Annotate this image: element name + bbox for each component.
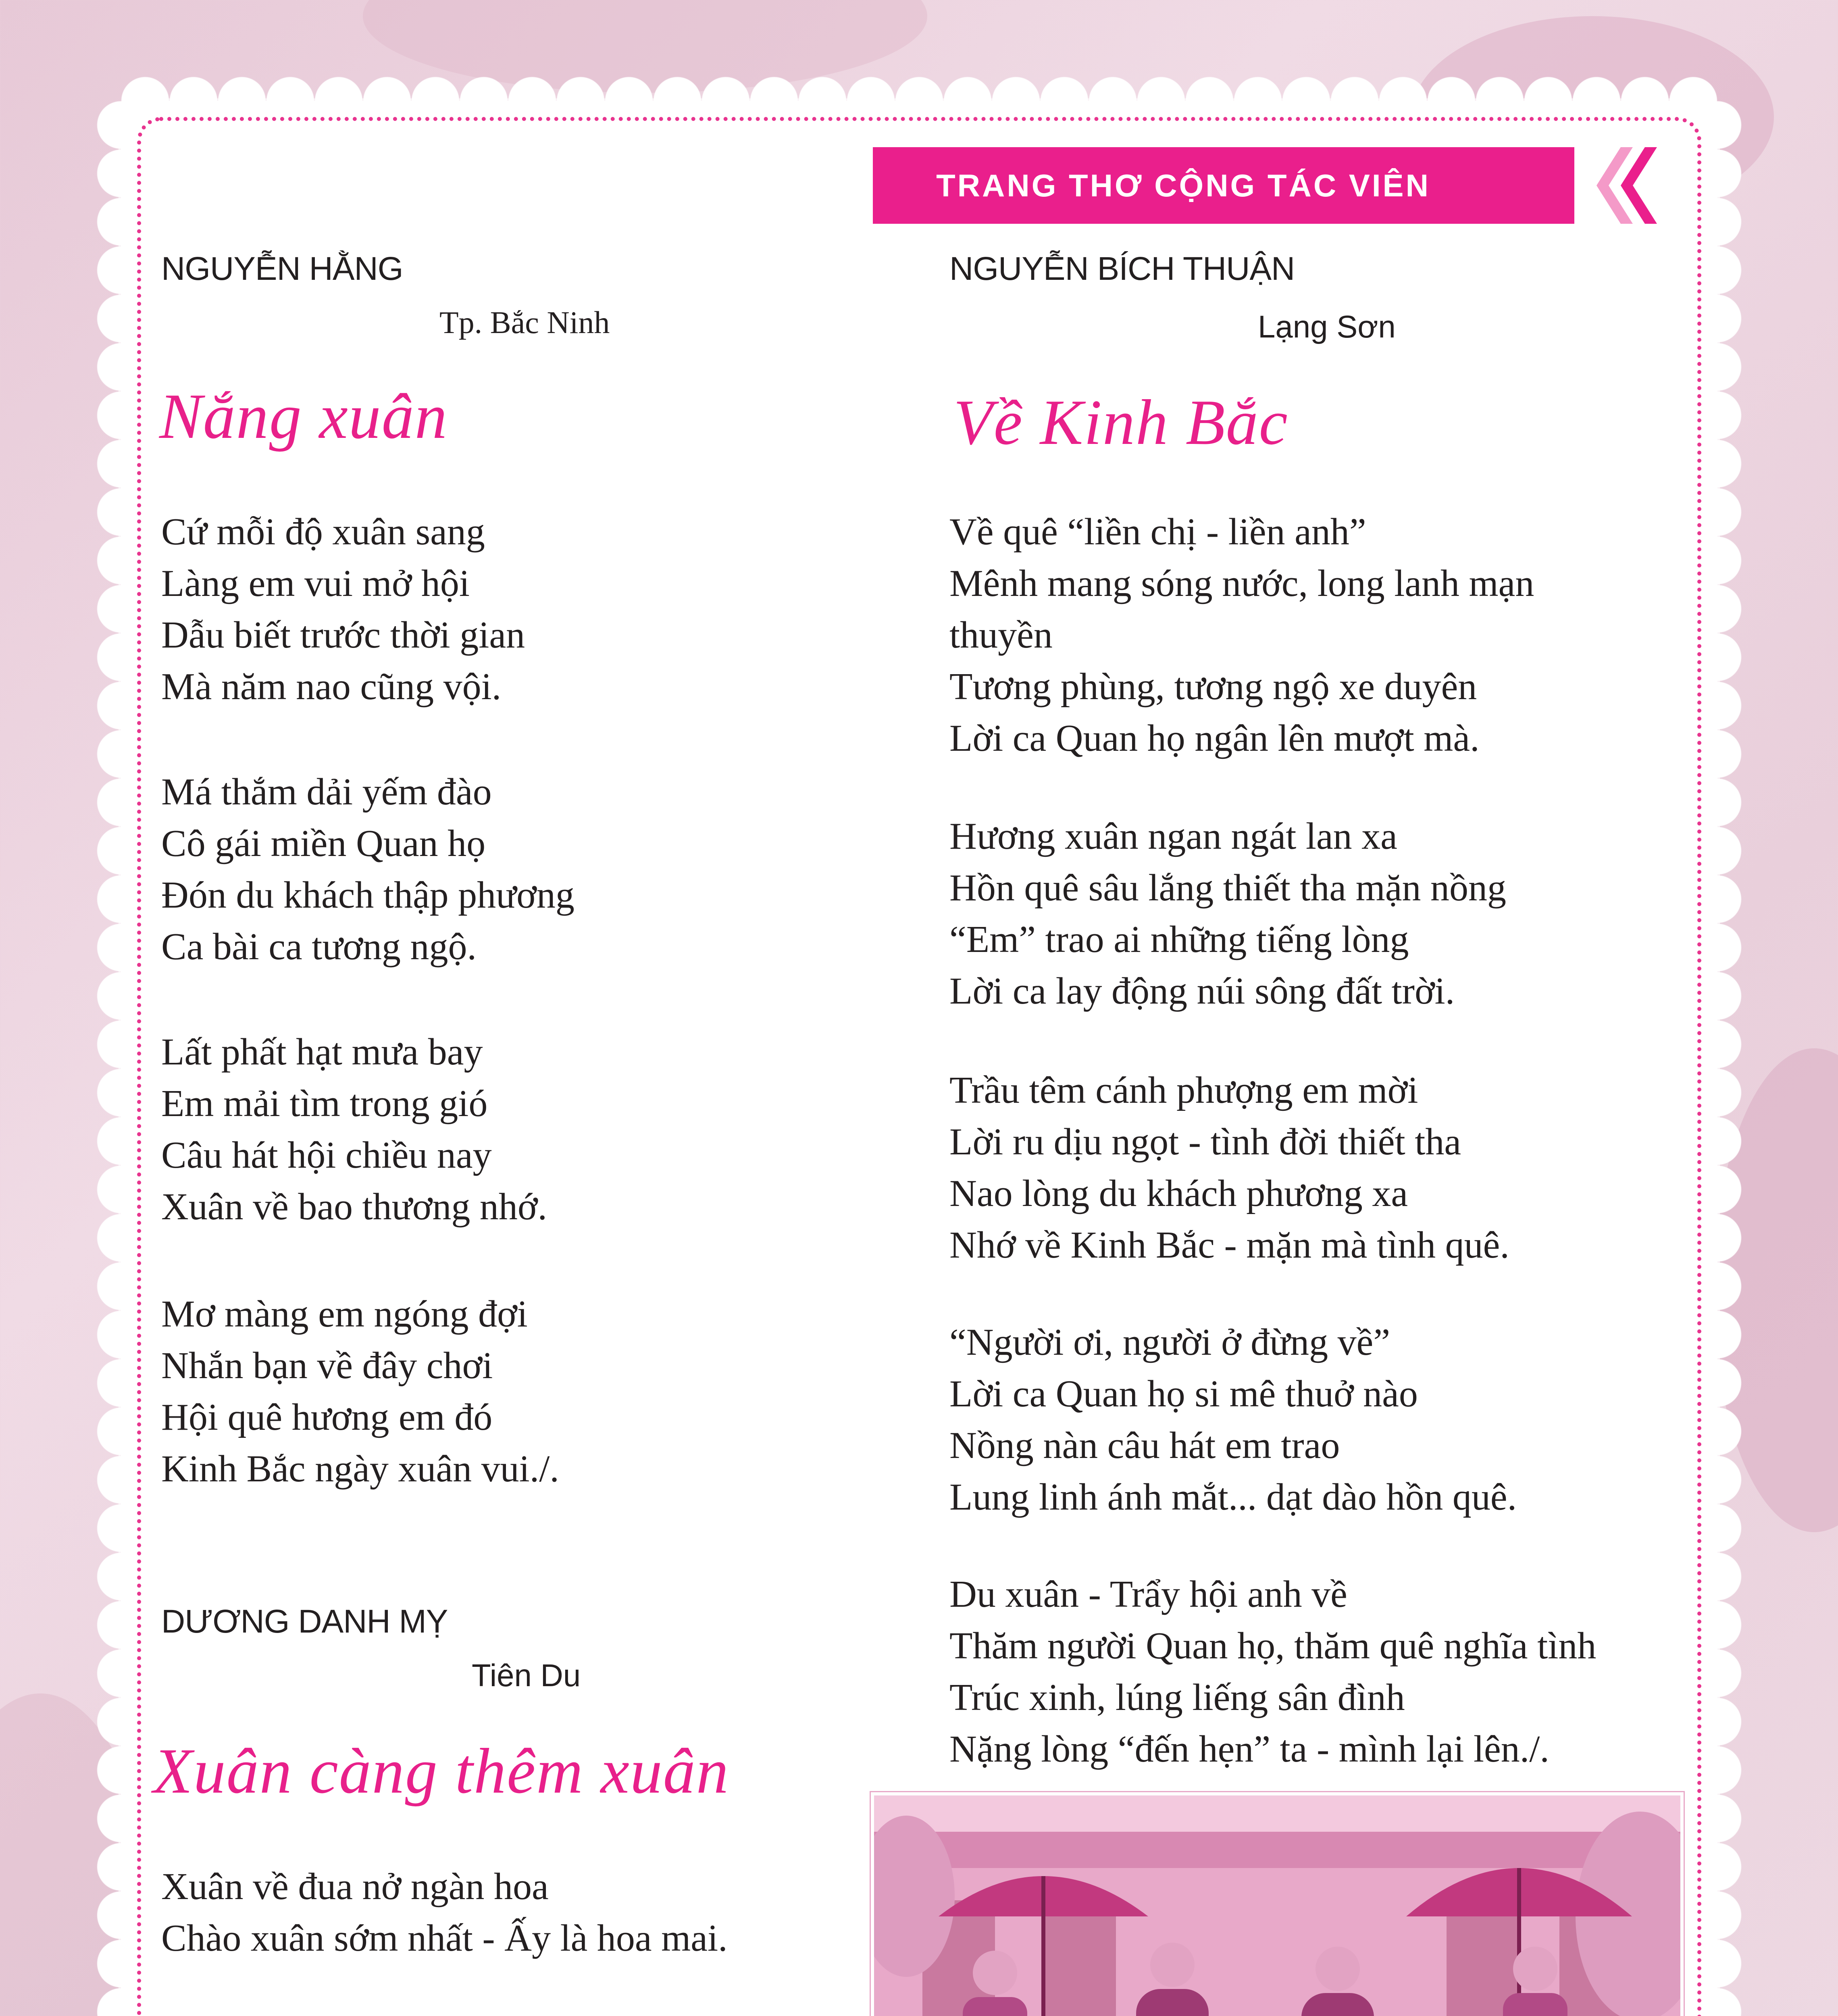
- poem-line: “Em” trao ai những tiếng lòng: [949, 918, 1409, 960]
- poem-1-stanza: [161, 1288, 559, 1495]
- poem-3-stanza: [949, 1316, 1517, 1523]
- poem-line: Về quê “liền chị - liền anh”: [949, 511, 1366, 553]
- poem-1-title: Nắng xuân: [159, 380, 448, 452]
- poem-line: Nhắn bạn về đây chơi: [161, 1345, 493, 1387]
- poem-line: Ca bài ca tương ngộ.: [161, 926, 477, 968]
- poem-line: Lời ca Quan họ ngân lên mượt mà.: [949, 717, 1480, 759]
- section-label: TRANG THƠ CỘNG TÁC VIÊN: [936, 167, 1430, 203]
- poem-line: Trúc xinh, lúng liếng sân đình: [949, 1677, 1405, 1718]
- poem-2-place: Tiên Du: [472, 1658, 581, 1693]
- poem-line: Xuân về bao thương nhớ.: [161, 1186, 547, 1228]
- poem-2-stanza: [161, 1861, 728, 1964]
- poem-line: Chào xuân sớm nhất - Ấy là hoa mai.: [161, 1917, 728, 1959]
- poem-line: Lung linh ánh mắt... dạt dào hồn quê.: [949, 1476, 1517, 1518]
- poem-line: Nặng lòng “đến hẹn” ta - mình lại lên./.: [949, 1728, 1549, 1770]
- poem-line: Dẫu biết trước thời gian: [161, 614, 525, 656]
- poem-line: Mà năm nao cũng vội.: [161, 666, 502, 708]
- poem-line: Cứ mỗi độ xuân sang: [161, 511, 485, 553]
- poem-line: Nao lòng du khách phương xa: [949, 1173, 1408, 1214]
- poem-line: Lất phất hạt mưa bay: [161, 1031, 483, 1073]
- poem-line: Cô gái miền Quan họ: [161, 823, 486, 864]
- poem-3-stanza: [949, 506, 1534, 764]
- poem-line: Thăm người Quan họ, thăm quê nghĩa tình: [949, 1625, 1597, 1667]
- poem-2-author: DƯƠNG DANH MỴ: [161, 1603, 448, 1640]
- poem-line: Mơ màng em ngóng đợi: [161, 1293, 528, 1335]
- poem-line: Lời ca lay động núi sông đất trời.: [949, 970, 1455, 1012]
- poem-line: Trầu têm cánh phượng em mời: [949, 1069, 1418, 1111]
- poem-line: Đón du khách thập phương: [161, 874, 575, 916]
- poem-3-stanza: [949, 1064, 1509, 1271]
- poem-line: Câu hát hội chiều nay: [161, 1134, 492, 1176]
- poem-1-place: Tp. Bắc Ninh: [439, 305, 610, 340]
- chevrons-icon: [1580, 147, 1673, 224]
- poem-3-stanza: [949, 810, 1506, 1017]
- poem-2-title: Xuân càng thêm xuân: [153, 1735, 729, 1807]
- quan-ho-singers-photo: [871, 1792, 1684, 2016]
- section-ribbon: [873, 147, 1574, 224]
- poem-line: Du xuân - Trẩy hội anh về: [949, 1573, 1347, 1615]
- poem-line: Làng em vui mở hội: [161, 562, 470, 604]
- poem-line: Lời ru dịu ngọt - tình đời thiết tha: [949, 1121, 1461, 1163]
- poem-line: Hội quê hương em đó: [161, 1396, 493, 1438]
- poem-3-title: Về Kinh Bắc: [953, 386, 1288, 458]
- poem-line: Hương xuân ngan ngát lan xa: [949, 815, 1397, 857]
- poem-line: Má thắm dải yếm đào: [161, 771, 492, 813]
- poem-3-author: NGUYỄN BÍCH THUẬN: [949, 250, 1295, 287]
- photo-illustration-icon: [874, 1795, 1680, 2016]
- poem-line: Tương phùng, tương ngộ xe duyên: [949, 666, 1477, 708]
- poem-1-stanza: [161, 506, 525, 712]
- poem-line: Mênh mang sóng nước, long lanh mạn: [949, 562, 1534, 604]
- poem-line: thuyền: [949, 614, 1053, 656]
- poem-line: Kinh Bắc ngày xuân vui./.: [161, 1448, 559, 1490]
- poem-line: Nồng nàn câu hát em trao: [949, 1425, 1340, 1466]
- poem-line: Lời ca Quan họ si mê thuở nào: [949, 1373, 1418, 1415]
- poem-1-stanza: [161, 1026, 547, 1233]
- poem-3-stanza: [949, 1568, 1596, 1775]
- poem-line: Hồn quê sâu lắng thiết tha mặn nồng: [949, 867, 1506, 909]
- poem-line: “Người ơi, người ở đừng về”: [949, 1321, 1390, 1363]
- poem-line: Em mải tìm trong gió: [161, 1083, 488, 1125]
- poem-line: Nhớ về Kinh Bắc - mặn mà tình quê.: [949, 1224, 1509, 1266]
- poem-line: Xuân về đua nở ngàn hoa: [161, 1866, 549, 1908]
- poem-1-stanza: [161, 766, 575, 973]
- poem-3-place: Lạng Sơn: [1258, 309, 1396, 344]
- poem-1-author: NGUYỄN HẰNG: [161, 250, 403, 287]
